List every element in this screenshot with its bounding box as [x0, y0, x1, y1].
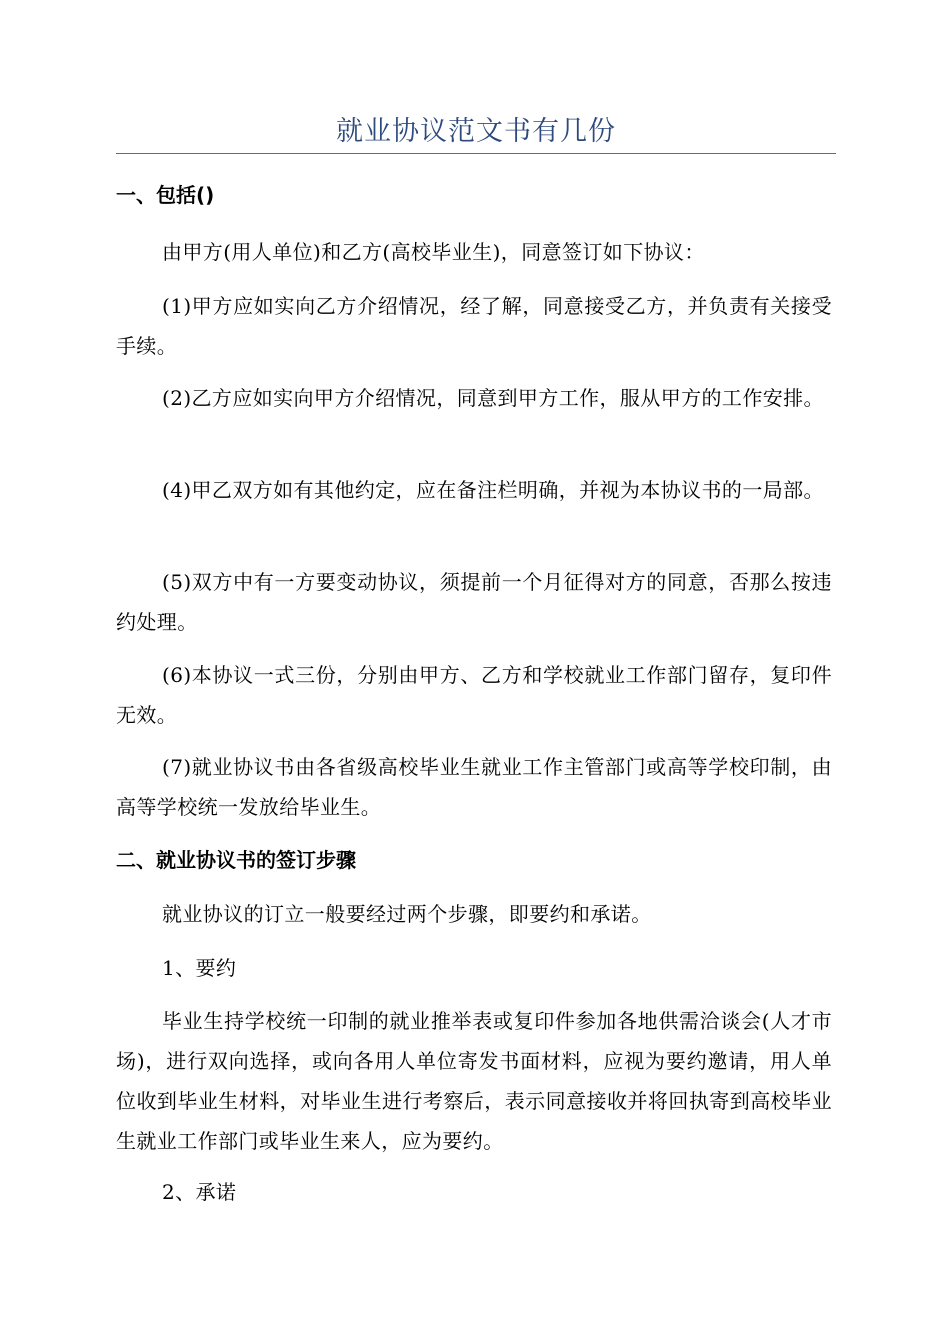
section-2-subheading: 1、要约 [162, 956, 237, 980]
section-2-paragraph: 毕业生持学校统一印制的就业推举表或复印件参加各地供需洽谈会(人才市场)，进行双向选择，或向各用人单位寄发书面材料，应视为要约邀请，用人单位收到毕业生材料，对毕业生进行考察后，表示同意接收并将回执寄到高校毕业生就业工作部门或毕业生来人，应为要约。 [116, 1009, 832, 1153]
section-2-heading: 二、就业协议书的签订步骤 [116, 848, 356, 872]
section-1-paragraph: (4)甲乙双方如有其他约定，应在备注栏明确，并视为本协议书的一局部。 [162, 478, 824, 502]
section-2-paragraph: 就业协议的订立一般要经过两个步骤，即要约和承诺。 [162, 902, 652, 926]
section-1-paragraph: (1)甲方应如实向乙方介绍情况，经了解，同意接受乙方，并负责有关接受手续。 [116, 294, 832, 358]
section-2-subheading: 2、承诺 [162, 1180, 237, 1204]
section-1-heading: 一、包括() [116, 183, 215, 207]
section-1-paragraph: 由甲方(用人单位)和乙方(高校毕业生)，同意签订如下协议： [162, 240, 705, 264]
section-1-paragraph: (2)乙方应如实向甲方介绍情况，同意到甲方工作，服从甲方的工作安排。 [162, 386, 824, 410]
document-title: 就业协议范文书有几份 [336, 116, 616, 147]
title-underline [116, 153, 836, 154]
section-1-paragraph: (6)本协议一式三份，分别由甲方、乙方和学校就业工作部门留存，复印件无效。 [116, 663, 832, 727]
section-1-paragraph: (7)就业协议书由各省级高校毕业生就业工作主管部门或高等学校印制，由高等学校统一发放给毕业生。 [116, 755, 832, 819]
section-1-paragraph: (5)双方中有一方要变动协议，须提前一个月征得对方的同意，否那么按违约处理。 [116, 570, 832, 634]
